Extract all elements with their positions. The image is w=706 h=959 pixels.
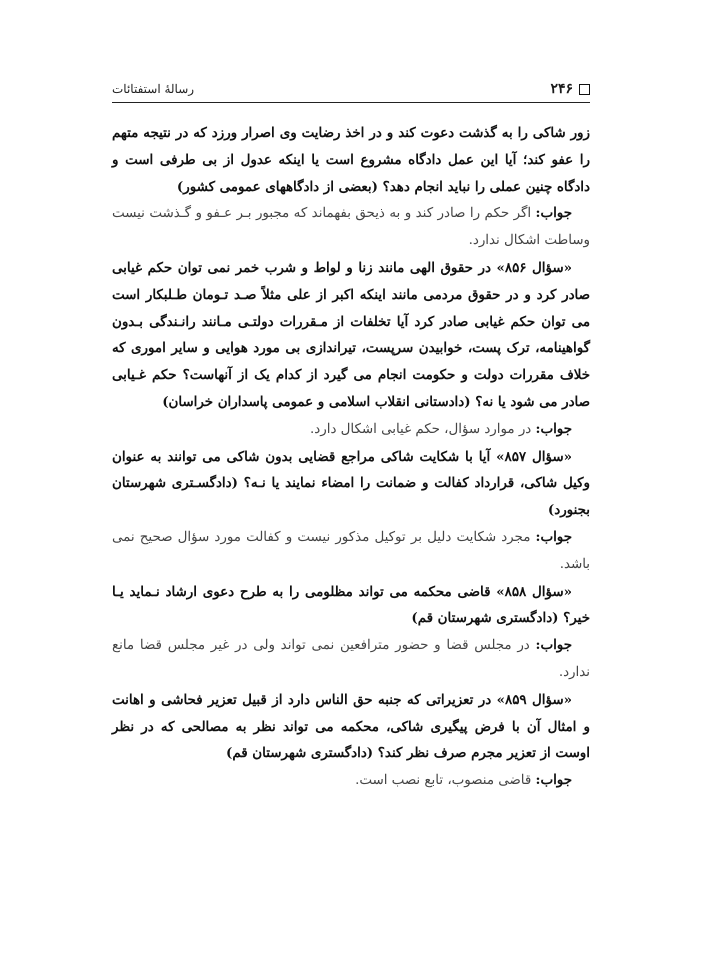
question-label: «سؤال ۸۵۹» [496,691,572,708]
question-text: در تعزیراتی که جنبه حق الناس دارد از قبیل تعزیر فحاشی و اهانت و امثال آن با فرض پیگیری شاکی، محکمه می تواند نظر به مصالحی که در نظر اوست از تعزیر مجرم صرف نظر کند؟ (دادگستری شهرستان قم) [112,691,590,762]
question-858 [112,579,590,633]
intro-answer [112,200,590,255]
answer-859 [112,767,590,795]
page-number-block [550,81,590,97]
answer-text: قاضی منصوب، تابع نصب است. [355,773,536,789]
question-label: «سؤال ۸۵۸» [496,583,572,600]
intro-question [112,120,590,200]
question-text: در حقوق الهی مانند زنا و لواط و شرب خمر نمی توان حکم غیابی صادر کرد و در حقوق مردمی مانند اینکه اکبر از علی مثلاً صـد تـومان طـلبکار است می توان حکم غیابی صادر کرد آیا تخلفات از مـقررات دولتـی مـانند رانـندگی بـدون گواهینامه، ترک پست، خوابیدن سرپست، تیراندازی بی مورد هوایی و سایر اموری که خلاف مقررات دولت و حکومت انجام می گیرد از کدام یک از آنهاست؟ حکم غـیابی صادر می شود یا نه؟ (دادستانی انقلاب اسلامی و عمومی پاسداران خراسان) [112,259,590,410]
running-title: رسالهٔ استفتائات [112,82,195,96]
answer-label: جواب: [535,637,572,654]
question-856 [112,255,590,416]
question-857 [112,444,590,524]
answer-857 [112,524,590,579]
page-number: ۲۴۶ [550,81,573,97]
answer-label: جواب: [535,205,572,222]
question-text: آیا با شکایت شاکی مراجع قضایی بدون شاکی می توانند به عنوان وکیل شاکی، قرارداد کفالت و ضمانت را امضاء نمایند یا نـه؟ (دادگسـتری شهرستان بجنورد) [112,448,590,519]
answer-text: مجرد شکایت دلیل بر توکیل مذکور نیست و کفالت مورد سؤال صحیح نمی باشد. [112,529,590,572]
answer-label: جواب: [535,528,572,545]
answer-text: اگر حکم را صادر کند و به ذیحق بفهماند که مجبور بـر عـفو و گـذشت نیست وساطت اشکال ندارد. [112,206,590,249]
intro-question-text: زور شاکی را به گذشت دعوت کند و در اخذ رضایت وی اصرار ورزد که در نتیجه متهم را عفو کند؛ آیا این عمل دادگاه مشروع است یا اینکه عدول از بی طرفی است و دادگاه چنین عملی را نباید انجام دهد؟ (بعضی از دادگاههای عمومی کشور) [112,125,590,195]
answer-label: جواب: [535,420,572,437]
answer-858 [112,632,590,687]
square-bullet-icon [579,84,590,95]
question-859 [112,687,590,767]
answer-text: در موارد سؤال، حکم غیابی اشکال دارد. [310,421,536,437]
answer-text: در مجلس قضا و حضور مترافعین نمی تواند ولی در غیر مجلس قضا مانع ندارد. [112,638,590,680]
answer-856 [112,416,590,444]
answer-label: جواب: [535,772,572,789]
question-label: «سؤال ۸۵۶» [496,259,572,276]
page-header [112,76,590,103]
question-label: «سؤال ۸۵۷» [496,448,572,465]
question-text: قاضی محکمه می تواند مظلومی را به طرح دعوی ارشاد نـماید یـا خیر؟ (دادگستری شهرستان قم) [112,583,590,627]
page-body [112,120,590,795]
